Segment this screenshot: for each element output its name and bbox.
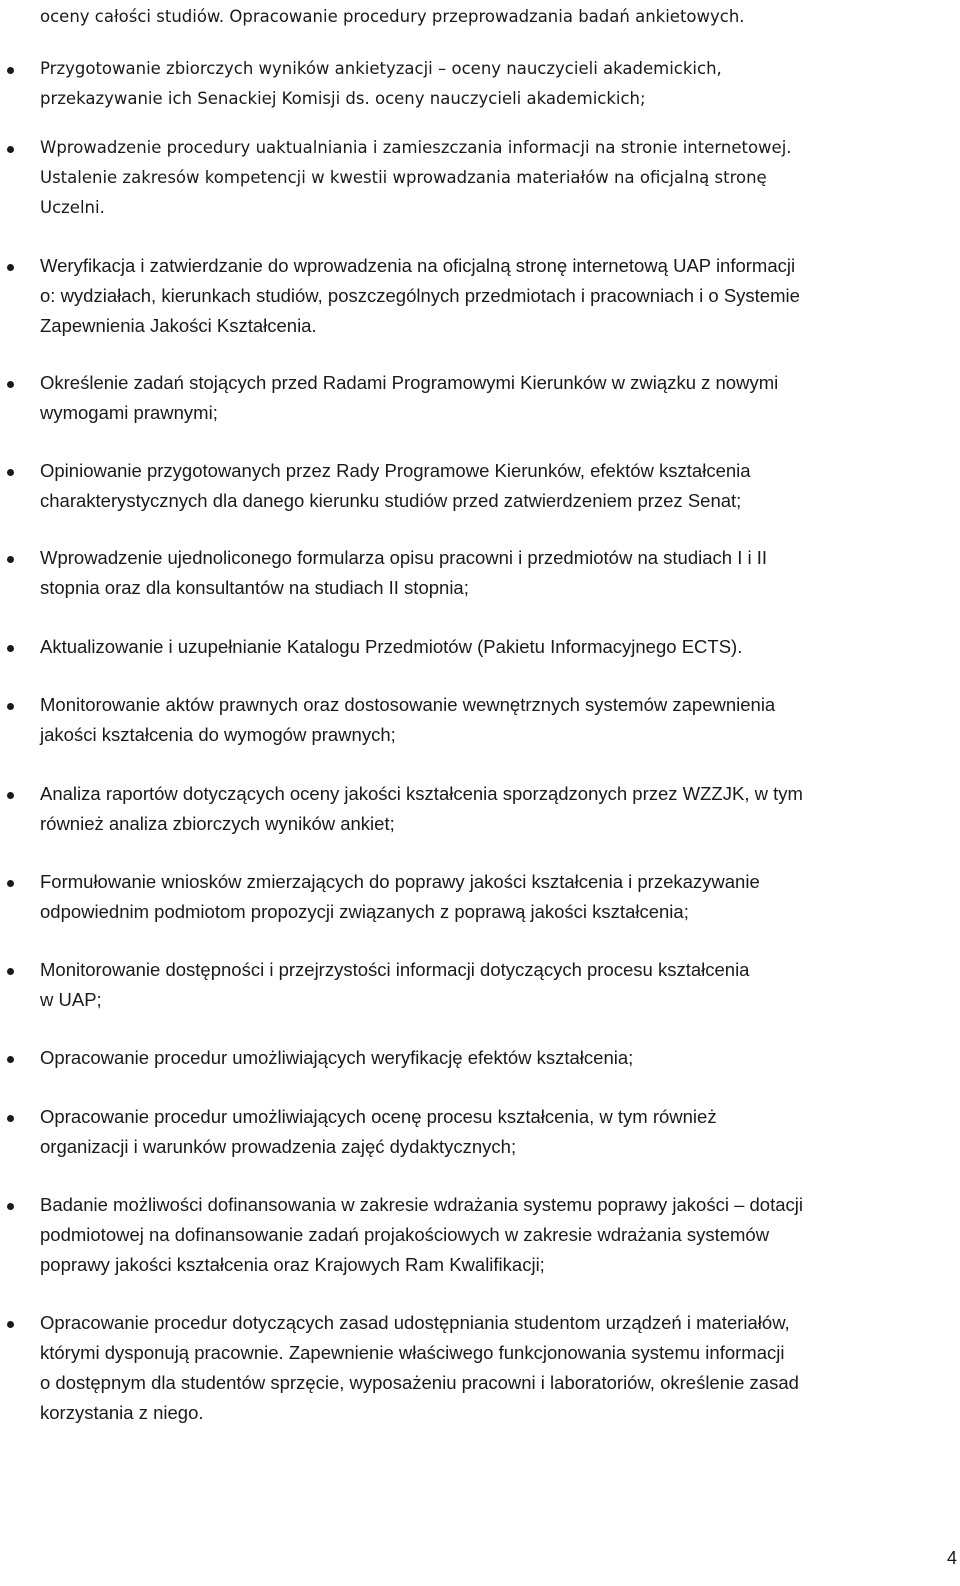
- bullet-icon: [7, 880, 14, 887]
- list-item-text: Badanie możliwości dofinansowania w zakresie wdrażania systemu poprawy jakości – dotacji podmiotowej na dofinansowanie zadań projakościowych w zakresie wdrażania systemów poprawy jakości kształcenia oraz Krajowych Ram Kwalifikacji;: [40, 1194, 803, 1275]
- list-item-text: Weryfikacja i zatwierdzanie do wprowadzenia na oficjalną stronę internetową UAP informacji o: wydziałach, kierunkach studiów, poszczególnych przedmiotach i pracowniach i o Systemie Zapewnienia Jakości Kształcenia.: [40, 255, 800, 336]
- bullet-icon: [7, 703, 14, 710]
- list-item-text: Opiniowanie przygotowanych przez Rady Programowe Kierunków, efektów kształcenia charakterystycznych dla danego kierunku studiów przed zatwierdzeniem przez Senat;: [40, 460, 751, 511]
- bullet-icon: [7, 381, 14, 388]
- bullet-icon: [7, 67, 14, 74]
- list-item-text: Opracowanie procedur dotyczących zasad udostępniania studentom urządzeń i materiałów, którymi dysponują pracownie. Zapewnienie właściwego funkcjonowania systemu informacji o dostępnym dla studentów sprzęcie, wyposażeniu pracowni i laboratoriów, określenie zasad korzystania z niego.: [40, 1312, 799, 1423]
- list-item-text: Opracowanie procedur umożliwiających weryfikację efektów kształcenia;: [40, 1047, 634, 1068]
- list-item-text: Wprowadzenie ujednoliconego formularza opisu pracowni i przedmiotów na studiach I i II stopnia oraz dla konsultantów na studiach II stopnia;: [40, 547, 768, 598]
- bullet-icon: [7, 1115, 14, 1122]
- bullet-icon: [7, 469, 14, 476]
- list-item-text: Analiza raportów dotyczących oceny jakości kształcenia sporządzonych przez WZZJK, w tym również analiza zbiorczych wyników ankiet;: [40, 783, 803, 834]
- bullet-icon: [7, 1321, 14, 1328]
- list-item-text: Opracowanie procedur umożliwiających ocenę procesu kształcenia, w tym również organizacji i warunków prowadzenia zajęć dydaktycznych;: [40, 1106, 717, 1157]
- list-item-text: Monitorowanie aktów prawnych oraz dostosowanie wewnętrznych systemów zapewnienia jakości kształcenia do wymogów prawnych;: [40, 694, 776, 745]
- bullet-icon: [7, 645, 14, 652]
- list-item-text: Określenie zadań stojących przed Radami Programowymi Kierunków w związku z nowymi wymogami prawnymi;: [40, 372, 779, 423]
- bullet-icon: [7, 792, 14, 799]
- page-number: 4: [946, 1548, 957, 1568]
- list-item-text: Formułowanie wniosków zmierzających do poprawy jakości kształcenia i przekazywanie odpowiednim podmiotom propozycji związanych z poprawą jakości kształcenia;: [40, 871, 760, 922]
- bullet-icon: [7, 146, 14, 153]
- list-item-text: Wprowadzenie procedury uaktualniania i zamieszczania informacji na stronie internetowej. Ustalenie zakresów kompetencji w kwestii wprowadzania materiałów na oficjalną stronę Uczelni.: [40, 138, 792, 217]
- bullet-icon: [7, 1056, 14, 1063]
- bullet-icon: [7, 1203, 14, 1210]
- bullet-icon: [7, 968, 14, 975]
- intro-line: oceny całości studiów. Opracowanie procedury przeprowadzania badań ankietowych.: [40, 7, 745, 26]
- list-item-text: Przygotowanie zbiorczych wyników ankietyzacji – oceny nauczycieli akademickich, przekazywanie ich Senackiej Komisji ds. oceny nauczycieli akademickich;: [40, 59, 722, 108]
- list-item-text: Aktualizowanie i uzupełnianie Katalogu Przedmiotów (Pakietu Informacyjnego ECTS).: [40, 636, 743, 657]
- list-item-text: Monitorowanie dostępności i przejrzystości informacji dotyczących procesu kształcenia w UAP;: [40, 959, 750, 1010]
- bullet-icon: [7, 264, 14, 271]
- bullet-icon: [7, 556, 14, 563]
